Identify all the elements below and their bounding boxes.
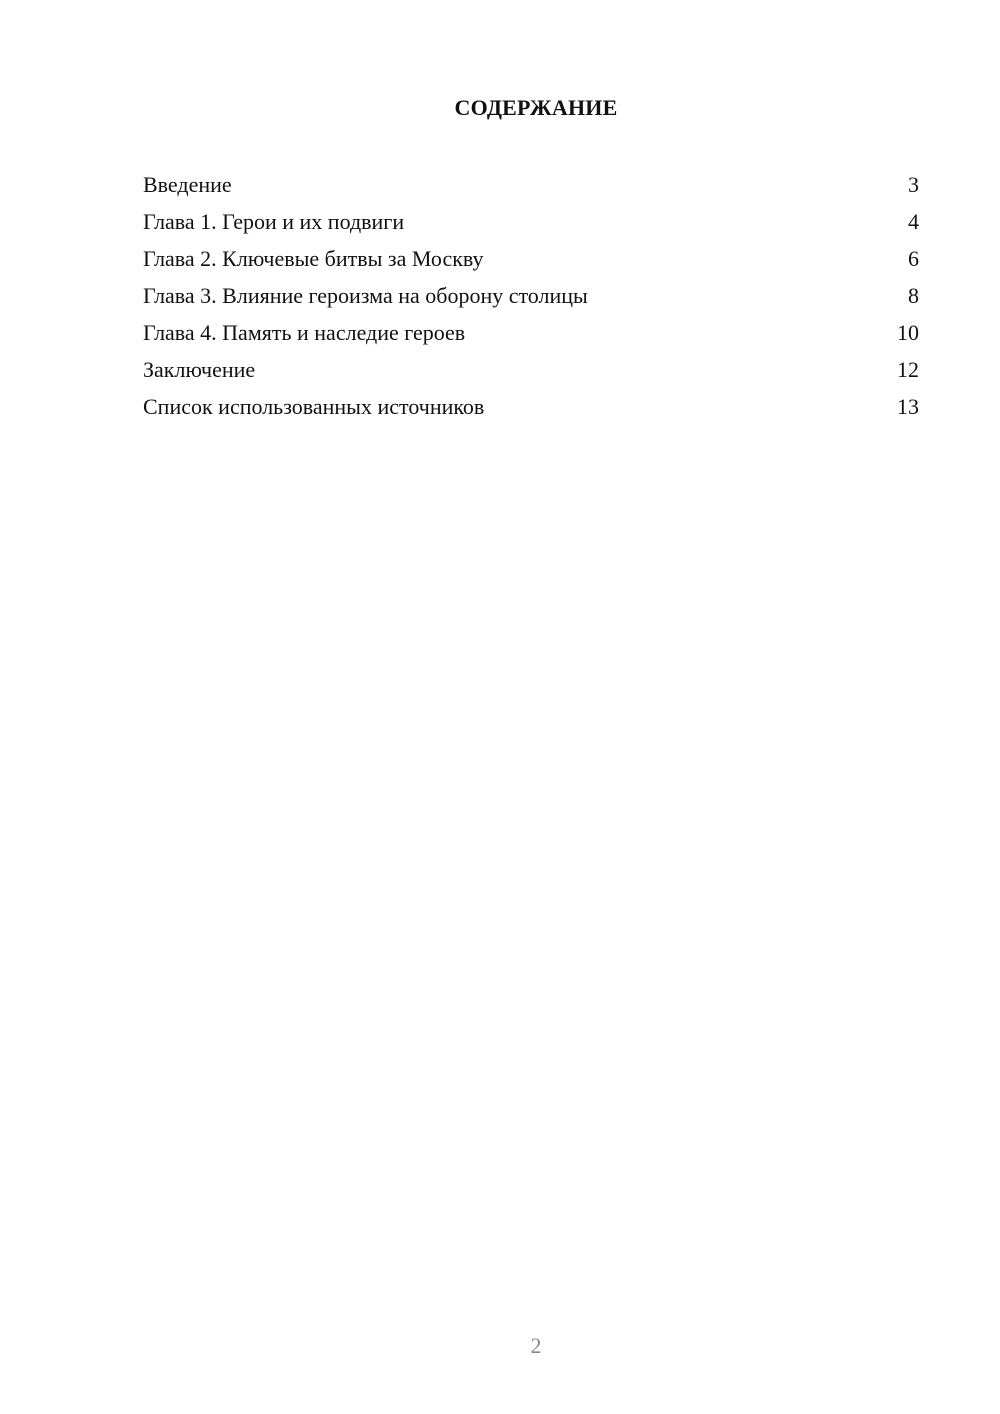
toc-entry-label: Глава 1. Герои и их подвиги [143,209,405,234]
toc-entry-references [143,392,919,429]
toc-entry-page-number: 12 [897,357,919,382]
toc-entry-chapter-2 [143,244,919,281]
toc-entry-label: Глава 3. Влияние героизма на оборону столицы [143,283,588,308]
toc-entry-page-number: 4 [908,209,919,234]
toc-entry-chapter-3 [143,281,919,318]
toc-entry-conclusion [143,355,919,392]
toc-entry-label: Глава 4. Память и наследие героев [143,320,466,345]
toc-entry-page-number: 10 [897,320,919,345]
page-number: 2 [530,1333,542,1358]
toc-entry-page-number: 6 [908,246,919,271]
table-of-contents [143,170,919,429]
toc-entry-page-number: 3 [908,172,919,197]
toc-entry-label: Заключение [143,357,256,382]
toc-entry-label: Введение [143,172,232,197]
toc-entry-page-number: 8 [908,283,919,308]
toc-entry-chapter-4 [143,318,919,355]
toc-entry-introduction [143,170,919,207]
page-title: СОДЕРЖАНИЕ [454,95,618,120]
toc-entry-chapter-1 [143,207,919,244]
toc-entry-label: Список использованных источников [143,394,485,419]
toc-entry-page-number: 13 [897,394,919,419]
toc-entry-label: Глава 2. Ключевые битвы за Москву [143,246,484,271]
